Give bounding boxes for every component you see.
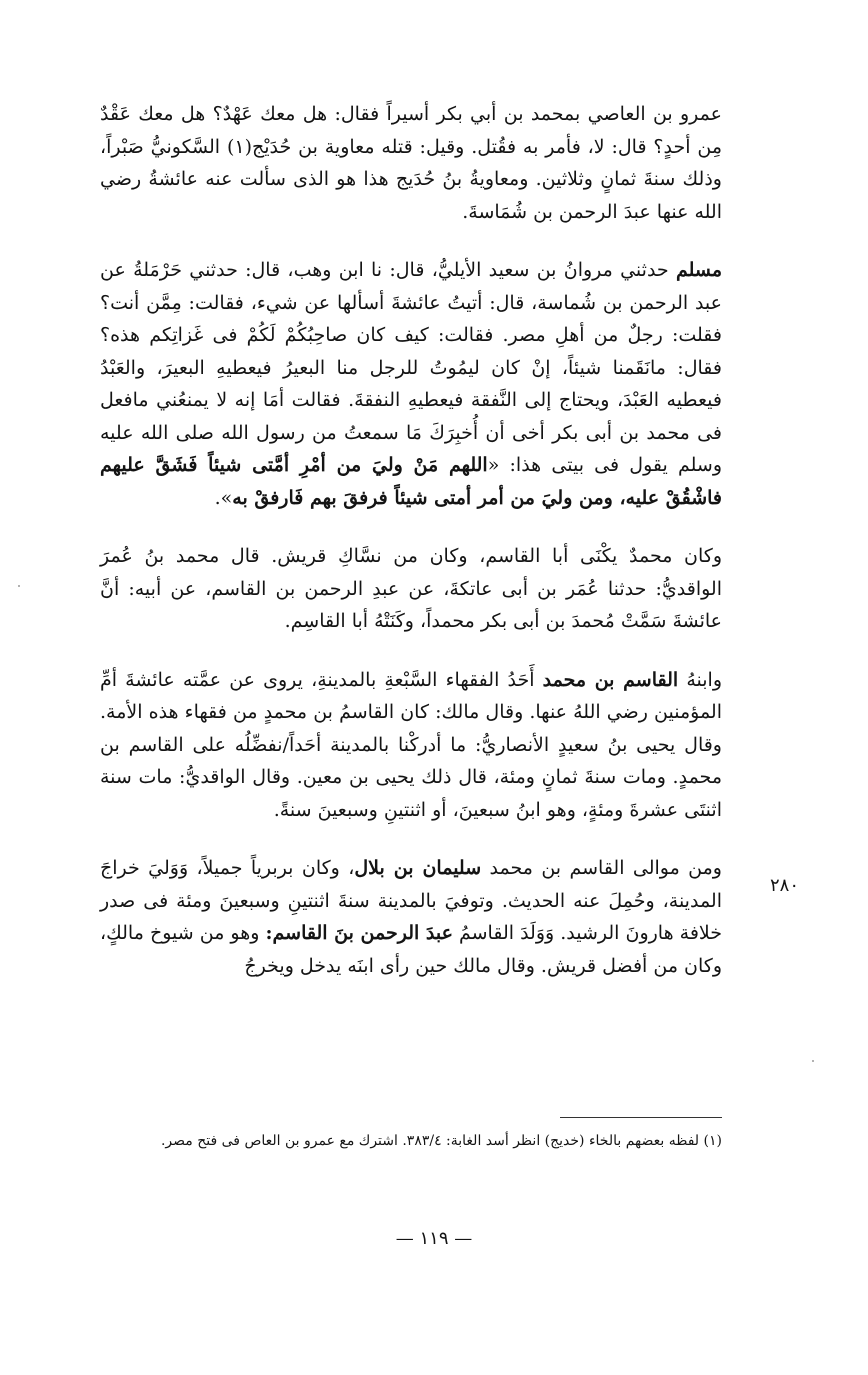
scan-speck	[18, 585, 20, 587]
paragraph-text: وابنهُ	[678, 668, 722, 691]
paragraph-text: وهو من شيوخ مالكٍ، وكان من أفضل قريش. وقال مالك حين رأى ابنَه يدخل ويخرجُ	[100, 922, 722, 977]
bold-term: عبدَ الرحمن بنَ القاسم:	[265, 922, 453, 944]
bold-term: سليمان بن بلال	[354, 857, 482, 879]
bold-term: اللهم مَنْ وليَ من أمْرِ أمَّتى شيئاً فَشَقَّ عليهم فاشْقُقْ عليه، ومن وليَ من أمر أمتى شيئاً فرفقَ بهم فَارفقْ به	[100, 454, 722, 509]
footnote-divider	[560, 1117, 722, 1118]
margin-reference-number: ٢٨٠	[770, 875, 800, 896]
bold-term: القاسم بن محمد	[542, 668, 679, 691]
paragraph-text: عمرو بن العاصي بمحمد بن أبي بكر أسيراً فقال: هل معك عَهْدٌ؟ هل معك عَقْدٌ مِن أحدٍ؟ قال: لا، فأمر به فقُتل. وقيل: قتله معاوية بن حُدَيْج(١) السَّكونيُّ صَبْراً، وذلك سنةَ ثمانٍ وثلاثين. ومعاويةُ بنُ حُدَيج هذا هو الذى سألت عنه عائشةُ رضي الله عنها عبدَ الرحمن بن شُمَاسةَ.	[100, 103, 723, 223]
paragraph	[100, 98, 722, 228]
paragraph-text: أَحَدُ الفقهاء السَّبْعةِ بالمدينةِ، يروى عن عمَّته عائشةَ أمِّ المؤمنين رضي اللهُ عنها. وقال مالك: كان القاسمُ بن محمدٍ من فقهاء هذه الأمة. وقال يحيى بنُ سعيدٍ الأنصاريُّ: ما أدركْنا بالمدينة أحَداً/نفضِّلُه على القاسم بن محمدٍ. ومات سنةَ ثمانٍ ومئة، قال ذلك يحيى بن معين. وقال الواقديُّ: مات سنة اثنتَى عشرةَ ومئةٍ، وهو ابنُ سبعينَ، أو اثنتينِ وسبعينَ سنةً.	[100, 668, 722, 821]
paragraph-text: ومن موالى القاسم بن محمد	[481, 857, 722, 879]
bold-term: مسلم	[675, 259, 722, 281]
paragraph	[100, 852, 722, 982]
main-text-column	[100, 98, 722, 1008]
scan-speck	[812, 1060, 814, 1062]
paragraph	[100, 254, 722, 514]
paragraph-text: حدثني مروانُ بن سعيد الأيليُّ، قال: نا ابن وهب، قال: حدثني حَرْمَلةُ عن عبد الرحمن بن شُماسة، قال: أتيتُ عائشةَ أسألها عن شيء، فقالت: مِمَّن أنت؟ فقلت: رجلٌ من أهلِ مصر. فقالت: كيف كان صاحِبُكُمْ لَكُمْ فى غَزاتِكم هذه؟ فقال: مانَقَمنا شيئاً، إنْ كان ليمُوتُ للرجل منا البعيرُ فيعطيهِ البعيرَ، والعَبْدُ فيعطيه العَبْدَ، ويحتاج إلى النَّفقة فيعطيهِ النفقةَ. فقالت أمَا إنه لا يمنعُني مافعل فى محمد بن أبى بكر أخى أن أُخبِرَكَ مَا سمعتُ من رسول الله صلى الله عليه وسلم يقول فى بيتى هذا: «	[100, 259, 723, 476]
paragraph-text: ، وكان بربرياً جميلاً، وَوَليَ خراجَ المدينة، وحُمِلَ عنه الحديث. وتوفيَ بالمدينة سنةَ اثنتينِ وسبعينَ ومئة فى صدر خلافة هارونَ الرشيد. وَوَلَدَ القاسمُ	[100, 857, 722, 944]
paragraph	[100, 664, 722, 827]
paragraph-text: ».	[214, 486, 233, 509]
page-number: — ١١٩ —	[395, 1228, 473, 1249]
footnote: (١) لفظه بعضهم بالخاء (خديج) انظر أسد الغابة: ٣٨٣/٤. اشترك مع عمرو بن العاص فى فتح مصر.	[160, 1133, 722, 1149]
paragraph-text: وكان محمدٌ يكْنَى أبا القاسم، وكان من نسَّاكِ قريش. قال محمد بنُ عُمرَ الواقديُّ: حدثنا عُمَر بن أبى عاتكةَ، عن عبدِ الرحمن بن القاسم، عن أبيه: أنَّ عائشةَ سَمَّتْ مُحمدَ بن أبى بكر محمداً، وكَنَتْهُ أبا القاسِم.	[100, 545, 722, 632]
paragraph	[100, 540, 722, 638]
